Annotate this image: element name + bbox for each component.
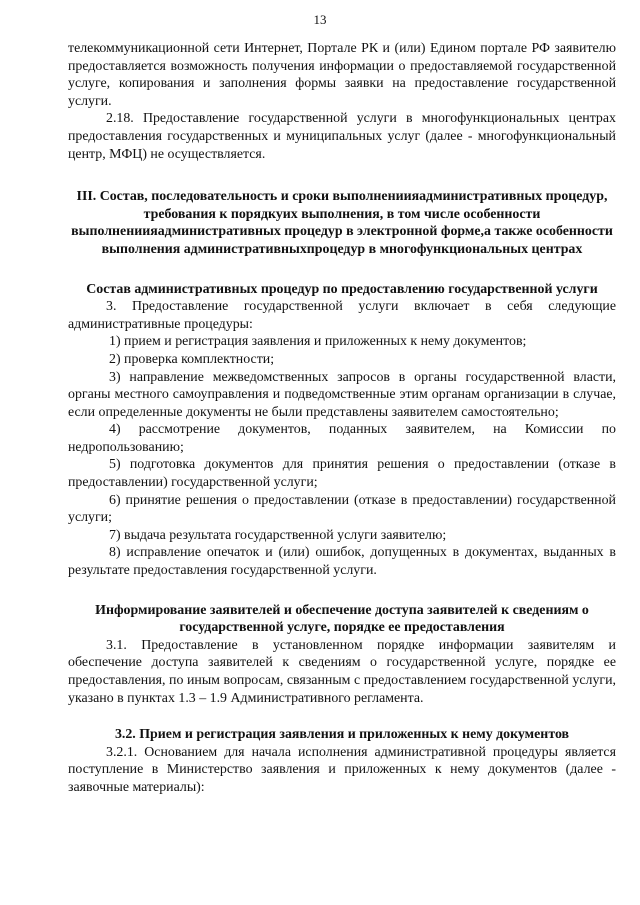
list-item: 7) выдача результата государственной услуги заявителю; xyxy=(109,527,447,543)
list-item: 8) исправление опечаток и (или) ошибок, допущенных в документах, выданных в результате предоставления государственной услуги. xyxy=(68,545,616,579)
list-item: 1) прием и регистрация заявления и приложенных к нему документов; xyxy=(109,334,527,350)
list-item: 6) принятие решения о предоставлении (отказе в предоставлении) государственной услуги; xyxy=(68,492,616,526)
list-item: 5) подготовка документов для принятия решения о предоставлении (отказе в предоставлении) государственной услуги; xyxy=(68,457,616,491)
list-item: 3) направление межведомственных запросов в органы государственной власти, органы местного самоуправления и подведомственные этим органам организации в случае, если определенные документы не были представлены заявителем самостоятельно; xyxy=(68,369,616,420)
paragraph-3-1: 3.1. Предоставление в установленном порядке информации заявителям и обеспечение доступа заявителей к сведениям о государственной услуге, порядке ее предоставления, по иным вопросам, связанным с предоставлением государственной услуги, указано в пунктах 1.3 – 1.9 Административного регламента. xyxy=(68,637,616,706)
subheading-3-2: 3.2. Прием и регистрация заявления и приложенных к нему документов xyxy=(114,727,570,743)
subheading-informing-applicants: Информирование заявителей и обеспечение доступа заявителей к сведениям о государственной услуге, порядке ее предоставления xyxy=(95,602,589,636)
paragraph-3: 3. Предоставление государственной услуги включает в себя следующие административные процедуры: xyxy=(68,299,616,332)
paragraph-continuation: телекоммуникационной сети Интернет, Портале РК и (или) Едином портале РФ заявителю предоставляется возможность получения информации о предоставляемой государственной услуге, копирования и заполнения формы заявки на предоставление государственной услуги. xyxy=(68,41,616,109)
section-heading-iii: III. Состав, последовательность и сроки выполнениияадминистративных процедур, требования к порядкуих выполнения, в том числе особенности выполнениияадминистративных процедур в электронной форме,а также особенности выполнения административныхпроцедур в многофункциональных центрах xyxy=(71,189,613,257)
page-number: 13 xyxy=(313,12,327,27)
list-item: 4) рассмотрение документов, поданных заявителем, на Комиссии по недропользованию; xyxy=(68,422,616,455)
document-body xyxy=(68,40,616,797)
subheading-procedure-composition: Состав административных процедур по предоставлению государственной услуги xyxy=(86,281,598,297)
paragraph-2-18: 2.18. Предоставление государственной услуги в многофункциональных центрах предоставления государственных и муниципальных услуг (далее - многофункциональный центр, МФЦ) не осуществляется. xyxy=(68,111,616,162)
paragraph-3-2-1: 3.2.1. Основанием для начала исполнения административной процедуры является поступление в Министерство заявления и приложенных к нему документов (далее - заявочные материалы): xyxy=(68,744,616,795)
list-item: 2) проверка комплектности; xyxy=(109,351,275,367)
